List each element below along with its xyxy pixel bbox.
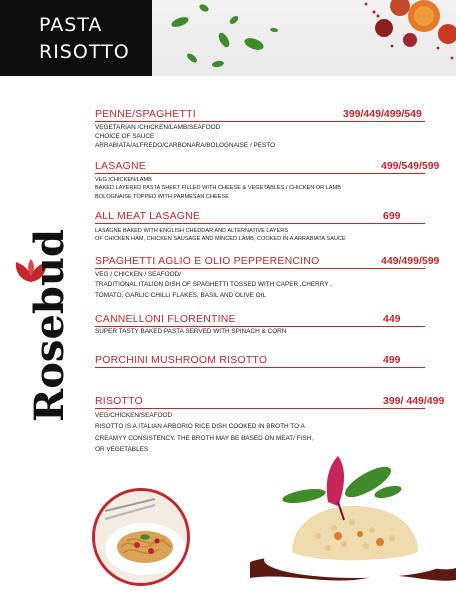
description-line: TRADITIONAL ITALION DISH OF SPAGHETTI TOSSED WITH CAPER ,CHERRY , xyxy=(95,281,332,289)
menu-item-porchini-risotto-title: PORCHINI MUSHROOM RISOTTO xyxy=(95,354,268,366)
description-line: TOMATO, GARLIC CHILLI FLAKES, BASIL AND OLIVE OIL xyxy=(95,291,266,299)
description-line: LASAGNE BAKED WITH ENGLISH CHEDDAR AND ALTERNATIVE LAYERS xyxy=(95,228,289,234)
divider-line xyxy=(95,173,425,174)
brand-logo xyxy=(18,229,78,450)
menu-item-cannelloni-description xyxy=(95,328,425,337)
menu-item-cannelloni-title: CANNELLONI FLORENTINE xyxy=(95,313,236,325)
divider-line xyxy=(95,408,425,409)
menu-item-all-meat-lasagne-description xyxy=(95,227,425,244)
header-title-line2: RISOTTO xyxy=(39,41,130,63)
spices-herbs-banner-image xyxy=(152,0,456,76)
description-line: BAKED LAYERED PASTA SHEET FILLED WITH CHEESE & VEGETABLES / CHICKEN OR LAMB xyxy=(95,185,341,192)
menu-item-spaghetti-aglio-description xyxy=(95,270,425,301)
divider-line xyxy=(95,326,425,327)
divider-line xyxy=(95,121,425,122)
description-line: VEG / CHICKEN / SEAFOOD/ xyxy=(95,271,181,278)
description-line: CREAMYY CONSISTENCY. THE BROTH MAY BE BASED ON MEAT/ FISH, xyxy=(95,434,314,442)
menu-item-cannelloni-price: 449 xyxy=(383,313,401,325)
description-line: RISOTTO IS A ITALIAN ARBORIO RICE DISH COOKED IN BROTH TO A xyxy=(95,423,305,431)
description-line: CHOICE OF SAUCE xyxy=(95,132,155,140)
menu-item-penne-spaghetti-price: 399/449/499/549 xyxy=(343,108,422,120)
description-line: VEGETARIAN /CHICKEN/LAMB/SEAFOOD xyxy=(95,124,221,131)
risotto-dish-photo xyxy=(248,452,456,592)
divider-line xyxy=(95,268,425,269)
menu-item-lasagne-price: 499/549/599 xyxy=(381,160,440,172)
menu-item-penne-spaghetti-description xyxy=(95,124,425,150)
divider-line xyxy=(95,223,425,224)
description-line: VEG /CHICKEN/LAMB xyxy=(95,177,152,183)
description-line: SUPER TASTY BAKED PASTA SERVED WITH SPINACH & CORN xyxy=(95,328,287,335)
menu-item-all-meat-lasagne-title: ALL MEAT LASAGNE xyxy=(95,210,201,222)
brand-name: Rosebud xyxy=(26,229,73,422)
menu-item-risotto-description xyxy=(95,410,425,456)
menu-item-risotto-title: RISOTTO xyxy=(95,395,143,407)
menu-item-spaghetti-aglio-title: SPAGHETTI AGLIO E OLIO PEPPERENCINO xyxy=(95,255,320,267)
menu-item-all-meat-lasagne-price: 699 xyxy=(383,210,401,222)
menu-item-risotto-price: 399/ 449/499 xyxy=(383,395,445,407)
description-line: BOLOGNAISE TOPPED WITH PARMESAN CHEESE xyxy=(95,193,229,200)
header-title-line1: PASTA xyxy=(39,14,103,36)
description-line: OF CHICKEN HAM, CHICKEN SAUSAGE AND MINCED LAMB, COOKED IN A ARRABIATA SAUCE xyxy=(95,236,346,243)
menu-item-penne-spaghetti-title: PENNE/SPAGHETTI xyxy=(95,108,196,120)
description-line: ARRABIATA/ALFREDO/CARBONARA/BOLOGNAISE / PESTO xyxy=(95,141,276,149)
menu-item-spaghetti-aglio-price: 449/499/599 xyxy=(381,255,440,267)
header-title-box xyxy=(0,0,152,76)
menu-item-lasagne-description xyxy=(95,176,425,201)
spaghetti-dish-photo xyxy=(92,488,190,586)
description-line: OR VEGETABLES xyxy=(95,446,149,454)
divider-line xyxy=(95,367,425,368)
menu-item-porchini-risotto-price: 499 xyxy=(383,354,401,366)
menu-item-lasagne-title: LASAGNE xyxy=(95,160,147,172)
description-line: VEG/CHICKEN/SEAFOOD xyxy=(95,412,173,419)
